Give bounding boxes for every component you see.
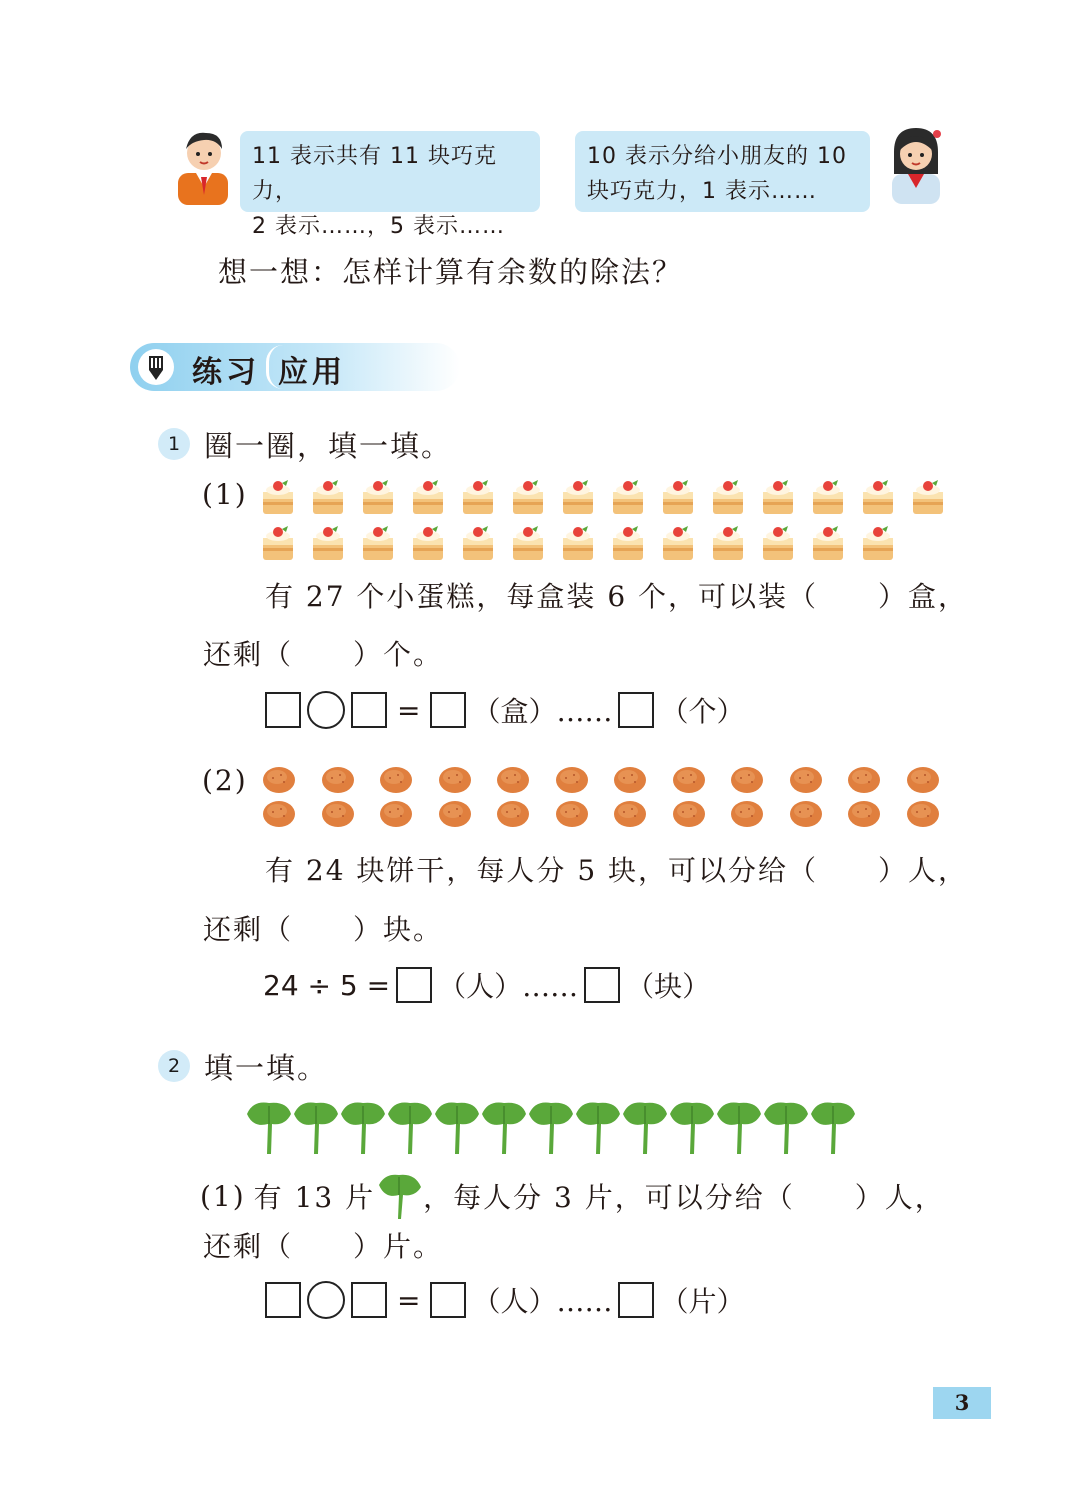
cake-icon xyxy=(260,478,296,520)
unit-people-label: （人）…… xyxy=(438,970,579,1003)
ginkgo-leaf-icon xyxy=(621,1100,669,1160)
think-prompt: 想一想：怎样计算有余数的除法？ xyxy=(218,255,684,289)
cake-icon xyxy=(360,478,396,520)
girl-bubble-line-2: 块巧克力，1 表示…… xyxy=(587,179,817,204)
biscuit-icon xyxy=(379,766,413,798)
biscuit-icon xyxy=(438,766,472,798)
cake-icon xyxy=(610,524,646,566)
answer-box-leaf-remainder[interactable] xyxy=(618,1282,654,1318)
biscuit-icon xyxy=(613,766,647,798)
answer-box-people[interactable] xyxy=(396,967,432,1003)
cake-icon xyxy=(810,478,846,520)
cake-icon xyxy=(510,524,546,566)
ginkgo-leaf-icon xyxy=(339,1100,387,1160)
answer-box-dividend[interactable] xyxy=(265,692,301,728)
ginkgo-leaf-icon xyxy=(292,1100,340,1160)
cake-icon xyxy=(710,478,746,520)
ex1-part2-label: (2) xyxy=(202,764,248,797)
cake-icon xyxy=(310,478,346,520)
cake-icon xyxy=(560,524,596,566)
girl-speech-bubble xyxy=(575,131,870,212)
cake-icon xyxy=(510,478,546,520)
biscuit-icon xyxy=(496,766,530,798)
boy-bubble-line-2: 2 表示……，5 表示…… xyxy=(252,214,505,239)
cake-icon xyxy=(760,524,796,566)
biscuit-row xyxy=(262,766,952,836)
division-expression: 24 ÷ 5 = xyxy=(263,968,391,1002)
section-label-practice: 练习 xyxy=(192,355,260,390)
section-label-apply: 应用 xyxy=(278,355,346,390)
cake-icon xyxy=(860,524,896,566)
cake-icon xyxy=(910,478,946,520)
ex1-part1-line2: 还剩（ ）个。 xyxy=(203,638,444,671)
cake-icon xyxy=(560,478,596,520)
boy-bubble-line-1: 11 表示共有 11 块巧克力， xyxy=(252,144,497,204)
unit-pieces-label: （个） xyxy=(660,695,745,728)
biscuit-icon xyxy=(555,766,589,798)
ginkgo-leaf-icon xyxy=(245,1100,293,1160)
exercise-1-badge: 1 xyxy=(158,428,190,460)
exercise-2-badge: 2 xyxy=(158,1050,190,1082)
operator-circle-2[interactable] xyxy=(307,1281,345,1319)
answer-box-leaves-divisor[interactable] xyxy=(351,1282,387,1318)
biscuit-icon xyxy=(262,800,296,832)
cake-icon xyxy=(460,478,496,520)
biscuit-icon xyxy=(906,800,940,832)
ginkgo-leaf-icon xyxy=(574,1100,622,1160)
exercise-2-title: 填一填。 xyxy=(204,1051,329,1085)
boy-character xyxy=(170,125,240,205)
biscuit-icon xyxy=(730,800,764,832)
biscuit-icon xyxy=(730,766,764,798)
cake-icon xyxy=(660,524,696,566)
unit-people-label-2: （人）…… xyxy=(472,1285,613,1318)
unit-boxes-label: （盒）…… xyxy=(472,695,613,728)
ex2-part1-label: (1) xyxy=(200,1179,246,1213)
ginkgo-leaf-icon xyxy=(480,1100,528,1160)
biscuit-icon xyxy=(613,800,647,832)
biscuit-icon xyxy=(847,800,881,832)
answer-box-leaf-people[interactable] xyxy=(430,1282,466,1318)
answer-box-leaves-total[interactable] xyxy=(265,1282,301,1318)
biscuit-icon xyxy=(496,800,530,832)
unit-pieces-label-2: （块） xyxy=(626,970,711,1003)
ex2-part1-equation xyxy=(265,1280,745,1320)
answer-box-divisor[interactable] xyxy=(351,692,387,728)
equals-sign: = xyxy=(397,693,421,727)
cake-icon xyxy=(860,478,896,520)
ginkgo-leaf-icon xyxy=(375,1171,423,1221)
ginkgo-leaf-icon xyxy=(762,1100,810,1160)
biscuit-icon xyxy=(789,766,823,798)
ex2-part1-row xyxy=(200,1170,945,1222)
ginkgo-row xyxy=(245,1100,865,1160)
cake-icon xyxy=(810,524,846,566)
biscuit-icon xyxy=(672,800,706,832)
cake-row xyxy=(260,478,950,564)
ex1-part2-equation xyxy=(263,965,710,1005)
answer-box-quotient[interactable] xyxy=(430,692,466,728)
ex1-part2-line1: 有 24 块饼干，每人分 5 块，可以分给（ ）人， xyxy=(265,854,969,887)
unit-leaves-label: （片） xyxy=(660,1285,745,1318)
answer-box-remainder[interactable] xyxy=(618,692,654,728)
boy-speech-bubble xyxy=(240,131,540,239)
ginkgo-leaf-icon xyxy=(668,1100,716,1160)
biscuit-icon xyxy=(321,800,355,832)
page-number: 3 xyxy=(933,1387,991,1419)
ex2-part1-text-b: ，每人分 3 片，可以分给（ ）人， xyxy=(423,1181,945,1214)
ex2-part1-text-a: 有 13 片 xyxy=(253,1181,376,1214)
biscuit-icon xyxy=(672,766,706,798)
biscuit-icon xyxy=(555,800,589,832)
cake-icon xyxy=(710,524,746,566)
ex1-part1-label: (1) xyxy=(202,478,248,511)
answer-box-remaining-biscuits[interactable] xyxy=(584,967,620,1003)
biscuit-icon xyxy=(438,800,472,832)
operator-circle[interactable] xyxy=(307,691,345,729)
biscuit-icon xyxy=(906,766,940,798)
ex1-part1-line1: 有 27 个小蛋糕，每盒装 6 个，可以装（ ）盒， xyxy=(265,580,969,613)
cake-icon xyxy=(760,478,796,520)
section-header xyxy=(130,343,460,391)
equals-sign-2: = xyxy=(397,1283,421,1317)
girl-bubble-line-1: 10 表示分给小朋友的 10 xyxy=(587,144,847,169)
biscuit-icon xyxy=(262,766,296,798)
cake-icon xyxy=(310,524,346,566)
biscuit-icon xyxy=(789,800,823,832)
ginkgo-leaf-icon xyxy=(433,1100,481,1160)
cake-icon xyxy=(410,524,446,566)
cake-icon xyxy=(610,478,646,520)
exercise-1-title: 圈一圈，填一填。 xyxy=(204,429,453,463)
ginkgo-leaf-icon xyxy=(715,1100,763,1160)
ginkgo-leaf-icon xyxy=(809,1100,857,1160)
biscuit-icon xyxy=(379,800,413,832)
cake-icon xyxy=(410,478,446,520)
girl-character xyxy=(880,122,952,204)
biscuit-icon xyxy=(847,766,881,798)
ginkgo-leaf-icon xyxy=(386,1100,434,1160)
cake-icon xyxy=(360,524,396,566)
ex2-part1-line2: 还剩（ ）片。 xyxy=(203,1230,444,1263)
ex1-part1-equation xyxy=(265,690,745,730)
cake-icon xyxy=(260,524,296,566)
cake-icon xyxy=(660,478,696,520)
ginkgo-leaf-icon xyxy=(527,1100,575,1160)
biscuit-icon xyxy=(321,766,355,798)
ex1-part2-line2: 还剩（ ）块。 xyxy=(203,913,444,946)
cake-icon xyxy=(460,524,496,566)
pencil-icon xyxy=(138,349,174,385)
